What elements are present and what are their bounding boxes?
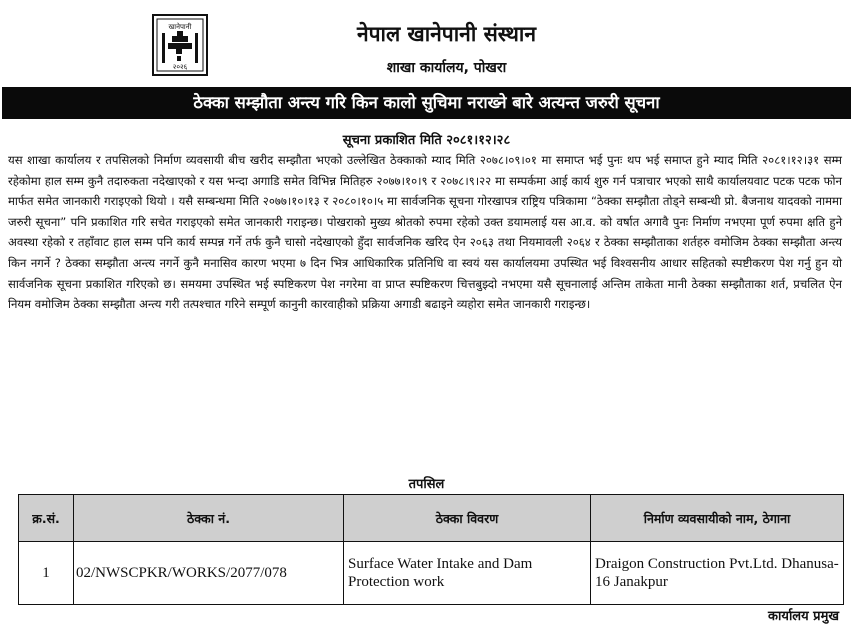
notice-body: यस शाखा कार्यालय र तपसिलको निर्माण व्यवसायी बीच खरीद सम्झौता भएको उल्लेखित ठेक्काको म्याद मिति २०७८।०९।०१ मा समाप्त भई पुनः थप भई समाप्त हुने म्याद मिति २०८१।१२।३१ सम्म रहेकोमा हाल सम्म कुनै तदारुकता नदेखाएको र यस भन्दा अगाडि समेत विभिन्न मितिहरु २०७७।१०।९ र २०७८।९।२२ मा सम्पर्कमा आई कार्य शुरु गर्न पत्राचार भएको साथै कार्यालयवाट पटक पटक फोन मार्फत समेत जानकारी गराइएको थियो । यसै सम्बन्धमा मिति २०७७।१०।१३ र २०८०।१०।५ मा सार्वजनिक सूचना गोरखापत्र राष्ट्रिय पत्रिकामा “ठेक्का सम्झौता तोड्ने सम्बन्धी प्रो. बैजनाथ यादवको नाममा जरुरी सूचना” पनि प्रकाशित गरि सचेत गराइएको समेत जानकारी गराइन्छ। पोखराको मुख्य श्रोतको रुपमा रहेको उक्त डयामलाई यस आ.व. को वर्षात अगावै पुनः निर्माण नभएमा पूर्ण रुपमा क्षति हुने अवस्था रहेको र तहाँवाट हाल सम्म पनि कार्य सम्पन्न गर्ने तर्फ कुनै चासो नदेखाएको हुँदा सार्वजनिक खरिद ऐन २०६३ तथा नियमावली २०६४ र ठेक्का सम्झौताका शर्तहरु वमोजिम ठेक्का सम्झौता अन्त्य किन नगर्ने ? ठेक्का सम्झौता अन्त्य नगर्ने कुनै मनासिव कारण भएमा ७ दिन भित्र आधिकारिक प्रतिनिधि वा स्वयं यस कार्यालयमा उपस्थित भई विश्वसनीय आधार सहितको स्पष्टीकरण पेश गर्नु हुन यो सार्वजनिक सूचना प्रकाशित गरिएको छ। समयमा उपस्थित भई स्पष्टिकरण पेश नगरेमा वा प्राप्त स्पष्टिकरण चित्तबुझ्दो नभएमा यसै सूचनालाई अन्तिम ताकेता मानी ठेक्का सम्झौताका शर्त, प्रचलित ऐन नियम वमोजिम ठेक्का सम्झौता अन्त्य गरी तत्पश्चात गरिने सम्पूर्ण कानुनी कारवाहीको प्रक्रिया अगाडी बढाइने व्यहोरा समेत जानकारी गराइन्छ। <box>8 153 842 312</box>
office-name: शाखा कार्यालय, पोखरा <box>386 60 507 76</box>
column-header-contract-no: ठेक्का नं. <box>74 495 344 542</box>
contract-table <box>18 494 844 605</box>
table-header-row <box>19 495 844 542</box>
schedule-heading: तपसिल <box>408 477 445 492</box>
logo-bottom-text: २०२६ <box>172 63 188 71</box>
published-date: सूचना प्रकाशित मिति २०८१।१२।२८ <box>342 133 511 148</box>
cell-contractor: Draigon Construction Pvt.Ltd. Dhanusa-16 Janakpur <box>591 542 844 605</box>
column-header-contractor: निर्माण व्यवसायीको नाम, ठेगाना <box>591 495 844 542</box>
cell-contract-no: 02/NWSCPKR/WORKS/2077/078 <box>74 542 344 605</box>
table-row <box>19 542 844 605</box>
cell-description: Surface Water Intake and Dam Protection work <box>344 542 591 605</box>
signatory: कार्यालय प्रमुख <box>768 609 839 624</box>
logo-top-text: खानेपानी <box>168 23 192 31</box>
cell-sn: 1 <box>19 542 74 605</box>
notice-title-banner: ठेक्का सम्झौता अन्त्य गरि किन कालो सुचिमा नराख्ने बारे अत्यन्त जरुरी सूचना <box>2 87 851 119</box>
organization-name: नेपाल खानेपानी संस्थान <box>356 22 537 46</box>
column-header-sn: क्र.सं. <box>19 495 74 542</box>
column-header-description: ठेक्का विवरण <box>344 495 591 542</box>
